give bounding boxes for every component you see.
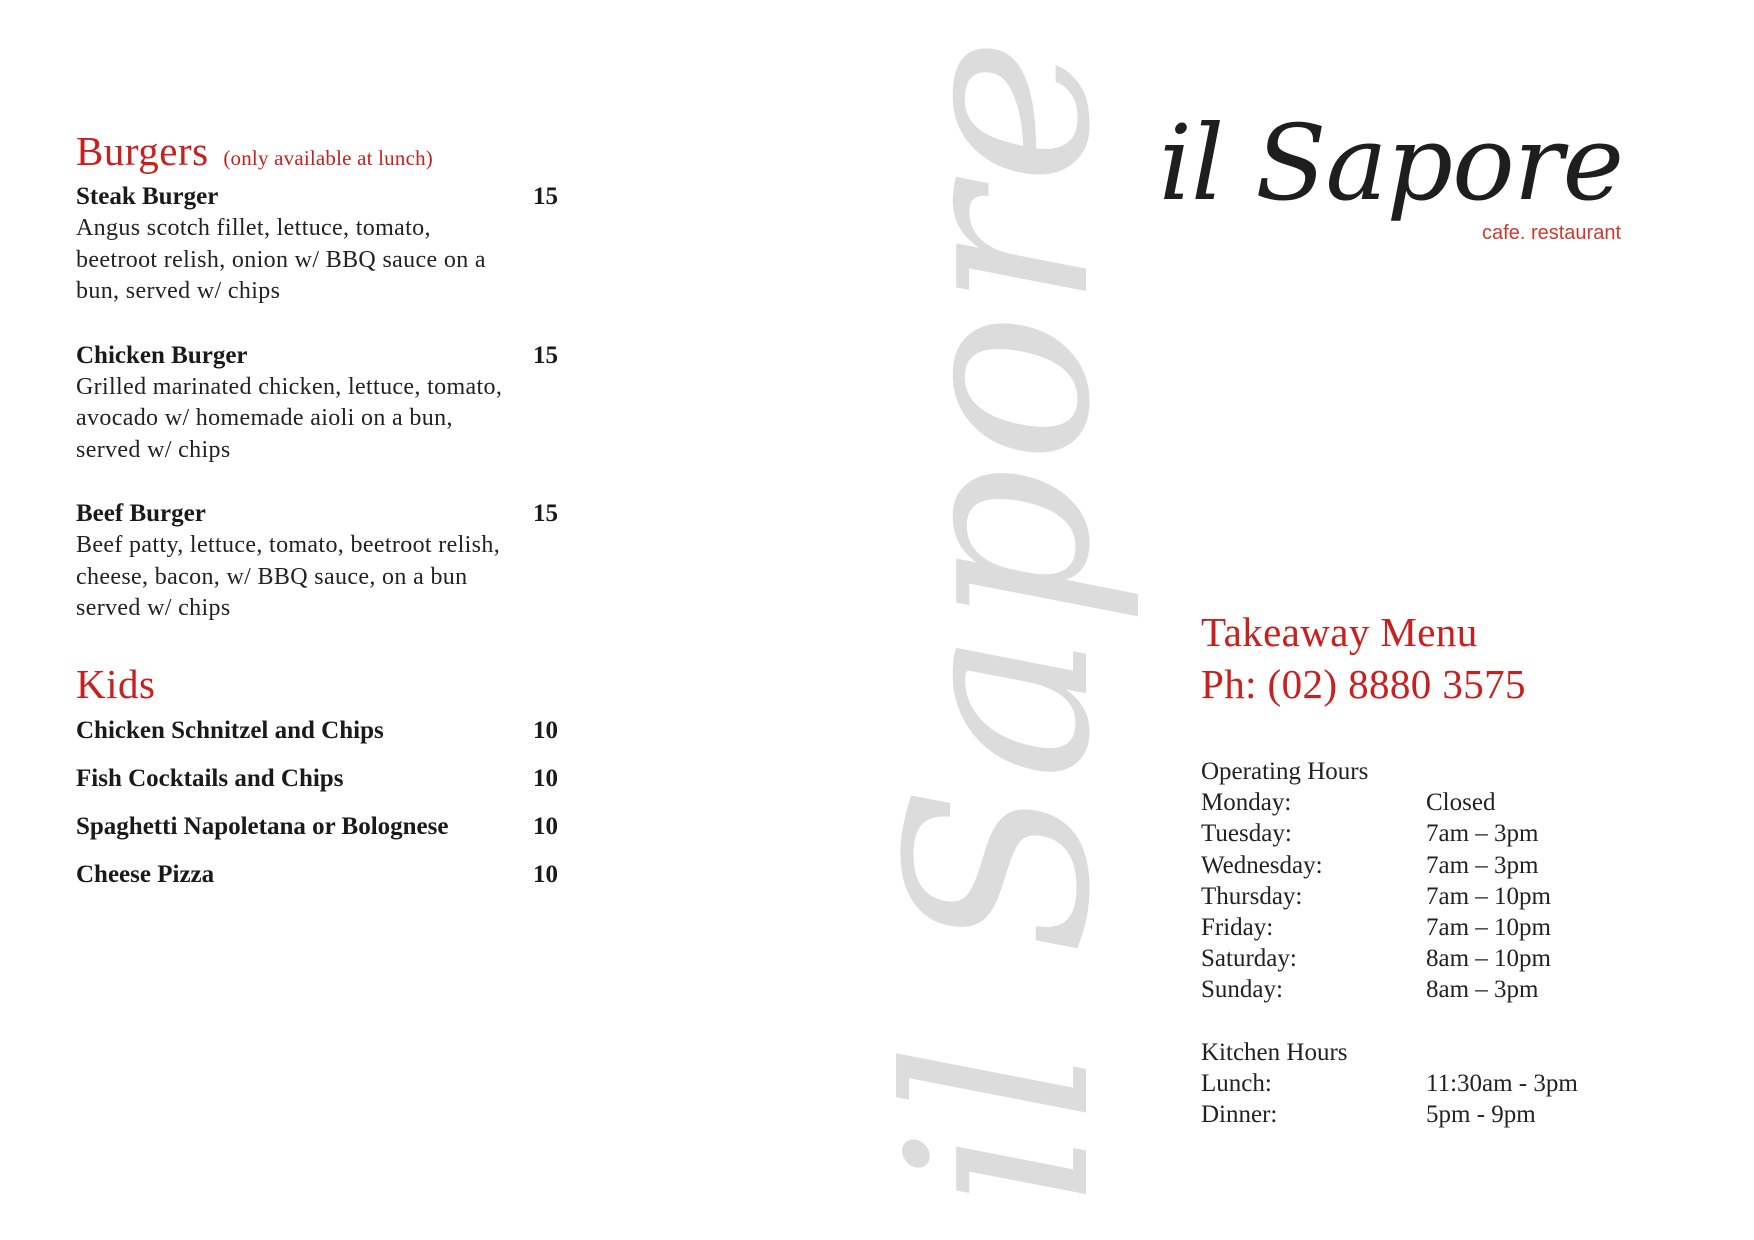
kids-heading: Kids (76, 660, 156, 707)
item-description (76, 372, 558, 467)
hours-time: 7am – 10pm (1426, 914, 1551, 942)
hours-day: Wednesday: (1201, 851, 1323, 879)
item-price: 15 (533, 341, 558, 369)
item-price: 15 (533, 500, 558, 527)
desc-line: Beef patty, lettuce, tomato, beetroot relish, (76, 532, 501, 558)
hours-day: Dinner: (1201, 1101, 1278, 1129)
desc-line: Grilled marinated chicken, lettuce, tomato, (76, 373, 503, 400)
operating-hours (1201, 756, 1631, 1130)
burgers-note: (only available at lunch) (223, 146, 433, 170)
hours-time: 11:30am - 3pm (1426, 1069, 1578, 1097)
hours-day: Monday: (1201, 789, 1292, 817)
menu-column (76, 128, 558, 899)
hours-row (1201, 787, 1631, 818)
hours-time: 7am – 3pm (1426, 851, 1539, 879)
burgers-heading (76, 128, 558, 181)
item-name: Cheese Pizza (76, 860, 215, 888)
desc-line: avocado w/ homemade aioli on a bun, (76, 405, 453, 431)
item-name: Chicken Burger (76, 341, 248, 369)
item-name: Fish Cocktails and Chips (76, 764, 344, 792)
phone-number: Ph: (02) 8880 3575 (1201, 661, 1526, 707)
hours-day: Saturday: (1201, 945, 1297, 973)
item-name: Steak Burger (76, 183, 219, 210)
hours-row (1201, 850, 1631, 881)
hours-row (1201, 943, 1631, 974)
desc-line: cheese, bacon, w/ BBQ sauce, on a bun (76, 563, 468, 590)
logo-wordmark: il Sapore (1158, 102, 1623, 224)
hours-time: Closed (1426, 789, 1496, 817)
hours-row (1201, 974, 1631, 1005)
hours-row (1201, 1099, 1631, 1130)
menu-item-chicken-burger (76, 340, 558, 467)
desc-line: served w/ chips (76, 436, 231, 463)
hours-day: Thursday: (1201, 882, 1303, 910)
kids-item (76, 707, 558, 755)
menu-item-steak-burger (76, 181, 558, 308)
item-price: 10 (533, 716, 558, 744)
hours-day: Tuesday: (1201, 820, 1292, 848)
kids-item (76, 851, 558, 899)
hours-row (1201, 881, 1631, 912)
hours-time: 8am – 3pm (1426, 976, 1539, 1004)
item-name: Beef Burger (76, 500, 206, 527)
kitchen-hours-title: Kitchen Hours (1201, 1038, 1348, 1066)
hours-time: 5pm - 9pm (1426, 1101, 1536, 1129)
takeaway-title: Takeaway Menu (1201, 609, 1478, 655)
hours-row (1201, 818, 1631, 849)
item-price: 10 (533, 860, 558, 888)
hours-time: 7am – 10pm (1426, 882, 1551, 910)
item-price: 15 (533, 183, 558, 210)
hours-day: Sunday: (1201, 976, 1283, 1004)
brand-logo (1158, 102, 1635, 254)
kids-item (76, 755, 558, 803)
desc-line: beetroot relish, onion w/ BBQ sauce on a (76, 246, 486, 273)
item-name: Chicken Schnitzel and Chips (76, 716, 384, 744)
item-price: 10 (533, 812, 558, 840)
desc-line: Angus scotch fillet, lettuce, tomato, (76, 215, 431, 241)
item-description (76, 530, 558, 625)
hours-row (1201, 912, 1631, 943)
item-description (76, 213, 558, 308)
item-name: Spaghetti Napoletana or Bolognese (76, 812, 449, 840)
burgers-title: Burgers (76, 128, 209, 174)
watermark-text: il Sapore (854, 33, 1145, 1207)
menu-item-beef-burger (76, 498, 558, 625)
operating-hours-title: Operating Hours (1201, 758, 1369, 785)
desc-line: served w/ chips (76, 595, 231, 621)
hours-day: Friday: (1201, 914, 1274, 942)
logo-tagline: cafe. restaurant (1482, 222, 1621, 244)
kids-item (76, 803, 558, 851)
hours-day: Lunch: (1201, 1069, 1272, 1097)
kitchen-hours (1201, 1037, 1631, 1131)
hours-time: 8am – 10pm (1426, 945, 1551, 973)
item-price: 10 (533, 764, 558, 792)
desc-line: bun, served w/ chips (76, 278, 281, 304)
info-column (1201, 606, 1631, 1130)
hours-row (1201, 1068, 1631, 1099)
hours-time: 7am – 3pm (1426, 820, 1539, 848)
